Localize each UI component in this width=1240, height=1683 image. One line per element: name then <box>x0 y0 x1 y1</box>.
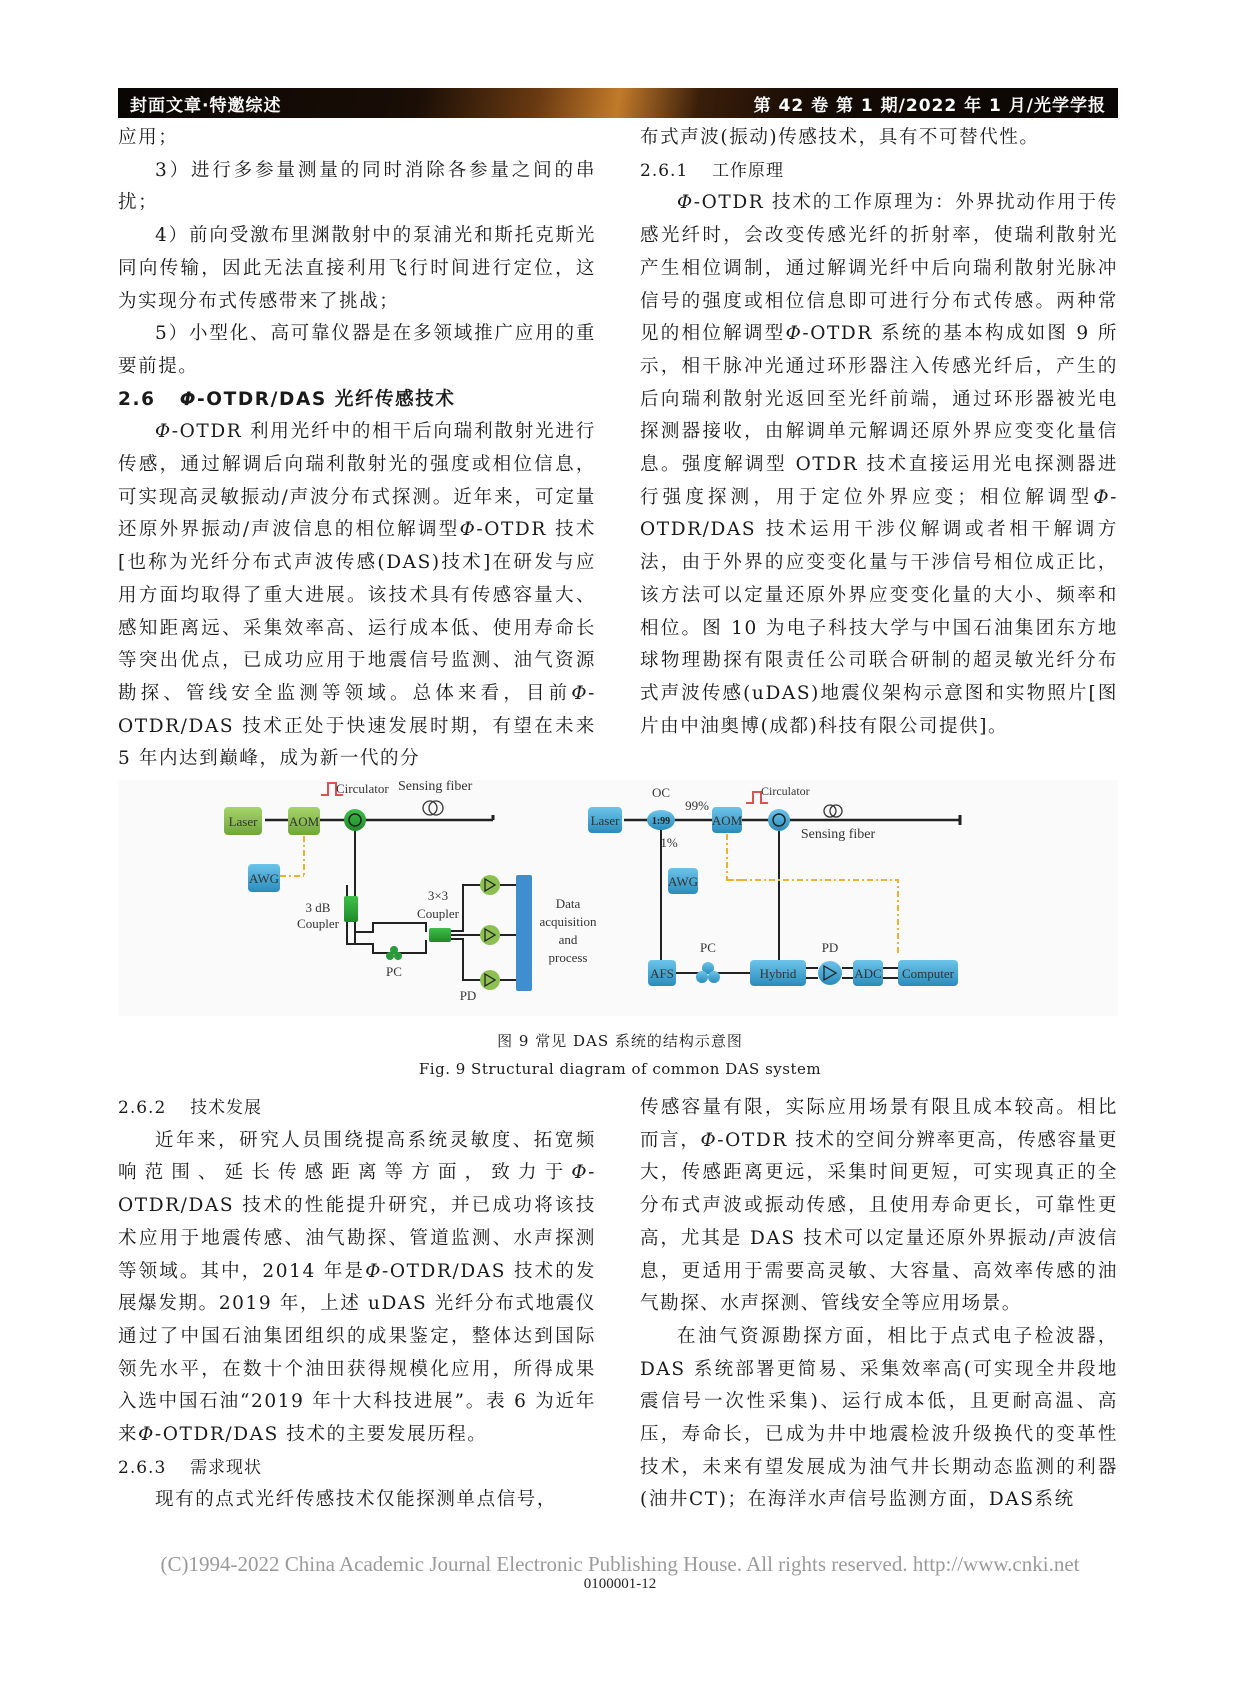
laser-block <box>588 807 622 833</box>
paragraph: 布式声波(振动)传感技术，具有不可替代性。 <box>640 127 1040 148</box>
computer-label: Computer <box>902 966 954 981</box>
laser-label: Laser <box>228 814 258 829</box>
text-run: -OTDR/DAS 技术的性能提升研究，并已成功将该技术应用于地震传感、油气勘探、管道监测、水声探测等领域。其中，2014 年是 <box>118 1162 596 1282</box>
subsection-heading-2-6-2 <box>118 1092 596 1125</box>
pd-label: PD <box>459 988 477 1003</box>
aom-label: AOM <box>288 814 320 829</box>
phi-symbol: Φ <box>179 388 198 410</box>
phi-symbol: Φ <box>459 519 477 541</box>
awg-block <box>248 864 280 892</box>
paragraph <box>118 1125 596 1452</box>
left-column-bottom <box>118 1092 596 1517</box>
figure-caption-cn: 图 9 常见 DAS 系统的结构示意图 <box>497 1032 743 1050</box>
awg-label: AWG <box>248 871 280 886</box>
aom-block <box>288 807 320 835</box>
ratio-99-label: 99% <box>685 798 709 813</box>
afs-label: AFS <box>650 966 674 981</box>
running-header <box>118 88 1118 118</box>
phi-symbol: Φ <box>365 1260 382 1282</box>
sensing-fiber-label: Sensing fiber <box>398 780 473 794</box>
awg-label: AWG <box>667 874 699 889</box>
phi-symbol: Φ <box>571 682 589 704</box>
sensing-fiber-label: Sensing fiber <box>800 827 876 842</box>
text-run: -OTDR 技术[也称为光纤分布式声波传感(DAS)技术]在研发与应用方面均取得了重大进展。该技术具有传感容量大、感知距离远、采集效率高、运行成本低、使用寿命长等突出优点，已成功应用于地震信号监测、油气资源勘探、管线安全监测等领域。总体来看，目前 <box>118 519 597 704</box>
oc-ratio-label: 1:99 <box>651 816 671 827</box>
3x3-coupler-label-line1: 3×3 <box>427 888 449 903</box>
paragraph: 应用； <box>118 127 179 148</box>
text-run: -OTDR 利用光纤中的相干后向瑞利散射光进行传感，通过解调后向瑞利散射光的强度或相位信息，可实现高灵敏振动/声波分布式探测。近年来，可定量还原外界振动/声波信息的相位解调型 <box>118 421 596 541</box>
hybrid-label: Hybrid <box>759 966 797 981</box>
text-run: -OTDR 技术的空间分辨率更高，传感容量更大，传感距离更远，采集时间更短，可实现真正的全分布式声波或振动传感，且使用寿命更长，可靠性更高，尤其是 DAS 技术可以定量还原外界振动/声波信息，更适用于需要高灵敏、大容量、高效率传感的油气勘探、水声探测、管线安全等应用场景。 <box>640 1129 1118 1315</box>
text-run: -OTDR 技术的工作原理为：外界扰动作用于传感光纤时，会改变传感光纤的折射率，使瑞利散射光产生相位调制，通过解调光纤中后向瑞利散射光脉冲信号的强度或相位信息即可进行分布式传感。两种常见的相位解调型 <box>640 192 1118 345</box>
subsection-number: 2.6.3 <box>118 1457 167 1478</box>
pd-label: PD <box>821 940 839 955</box>
laser-label: Laser <box>590 813 620 828</box>
text-run: -OTDR/DAS 技术正处于快速发展时期，有望在未来 5 年内达到巅峰，成为新一代的分 <box>118 682 596 770</box>
3x3-coupler-label-line2: Coupler <box>417 906 459 921</box>
hybrid-block <box>750 960 806 986</box>
header-section-label: 封面文章·特邀综述 <box>130 95 282 116</box>
header-journal-info: 第 42 卷 第 1 期/2022 年 1 月/光学学报 <box>753 95 1106 116</box>
right-das-system <box>588 784 960 986</box>
phi-symbol: Φ <box>700 1129 718 1151</box>
aom-label: AOM <box>711 813 743 828</box>
daq-label-line1: Data <box>555 896 581 911</box>
fiber-coil-icon <box>423 801 443 815</box>
optical-coupler-icon <box>647 810 675 830</box>
circulator-icon <box>344 809 366 831</box>
adc-block <box>853 960 883 986</box>
subsection-heading-2-6-3 <box>118 1452 596 1485</box>
text-run: -OTDR/DAS 技术的发展爆发期。2019 年，上述 uDAS 光纤分布式地震仪通过了中国石油集团组织的成果鉴定，整体达到国际领先水平，在数十个油田获得规模化应用，所得成果入选中国石油“2019 年十大科技进展”。表 6 为近年来 <box>118 1260 596 1446</box>
laser-block <box>224 807 262 835</box>
paragraph <box>640 187 1118 743</box>
subsection-heading-2-6-1 <box>640 155 1118 188</box>
figure-caption-en: Fig. 9 Structural diagram of common DAS system <box>418 1060 822 1078</box>
paragraph: 在油气资源勘探方面，相比于点式电子检波器，DAS 系统部署更简易、采集效率高(可实现全井段地震信号一次性采集)、运行成本低，且更耐高温、高压，寿命长，已成为井中地震检波升级换代的变革性技术，未来有望发展成为油气井长期动态监测的利器(油井CT)；在海洋水声信号监测方面，DAS系统 <box>640 1325 1118 1511</box>
subsection-number: 2.6.2 <box>118 1098 167 1118</box>
text-run: -OTDR 系统的基本构成如图 9 所示，相干脉冲光通过环形器注入传感光纤后，产生的后向瑞利散射光返回至光纤前端，通过环形器被光电探测器接收，由解调单元解调还原外界应变变化量信息。强度解调型 OTDR 技术直接运用光电探测器进行强度探测，用于定位外界应变；相位解调型 <box>640 323 1118 508</box>
right-column-bottom <box>640 1092 1118 1517</box>
subsection-title: 工作原理 <box>712 160 785 181</box>
paragraph: 现有的点式光纤传感技术仅能探测单点信号， <box>155 1489 558 1511</box>
left-column-top <box>118 122 596 776</box>
text-run: -OTDR/DAS 技术运用干涉仪解调或者相干解调方法，由于外界的应变变化量与干涉信号相位成正比，该方法可以定量还原外界应变变化量的大小、频率和相位。图 10 为电子科技大学与中国石油集团东方地球物理勘探有限责任公司联合研制的超灵敏光纤分布式声波传感(uDAS)地震仪架构示意图和实物照片[图片由中油奥博(成都)科技有限公司提供]。 <box>640 486 1118 737</box>
3db-coupler-label-line2: Coupler <box>297 916 339 931</box>
ratio-1-label: 1% <box>660 835 678 850</box>
3db-coupler-block <box>344 896 358 922</box>
daq-label-line4: process <box>548 950 588 965</box>
oc-label: OC <box>651 785 671 800</box>
3db-coupler-label-line1: 3 dB <box>305 900 331 915</box>
pc-icon <box>696 962 720 983</box>
computer-block <box>898 960 958 986</box>
phi-symbol: Φ <box>155 421 172 443</box>
phi-symbol: Φ <box>138 1424 155 1446</box>
phi-symbol: Φ <box>571 1162 589 1184</box>
photodetector-icons <box>480 875 500 990</box>
phi-symbol: Φ <box>785 323 803 345</box>
daq-label-line3: and <box>558 932 578 947</box>
daq-label-line2: acquisition <box>539 914 597 929</box>
aom-block <box>712 807 743 833</box>
adc-label: ADC <box>854 966 882 981</box>
right-column-top <box>640 122 1118 743</box>
awg-block <box>668 868 698 894</box>
text-run: 近年来，研究人员围绕提高系统灵敏度、拓宽频响范围、延长传感距离等方面，致力于 <box>118 1129 596 1184</box>
circulator-label: Circulator <box>761 784 810 798</box>
paragraph <box>640 1092 1118 1321</box>
paragraph <box>118 416 596 776</box>
list-item-3: 3）进行多参量测量的同时消除各参量之间的串扰； <box>118 159 596 214</box>
copyright-footer: (C)1994-2022 China Academic Journal Electronic Publishing House. All rights reserved. http://www.cnki.net <box>160 1552 1080 1576</box>
subsection-title: 技术发展 <box>190 1098 263 1118</box>
3x3-coupler-block <box>429 928 451 942</box>
circulator-label: Circulator <box>336 781 389 796</box>
section-number: 2.6 <box>118 388 156 410</box>
subsection-title: 需求现状 <box>190 1457 263 1478</box>
photodetector-icon <box>818 961 842 985</box>
left-das-system <box>224 780 597 1003</box>
list-item-5: 5）小型化、高可靠仪器是在多领域推广应用的重要前提。 <box>118 323 596 377</box>
phi-symbol: Φ <box>1093 486 1111 508</box>
pc-label: PC <box>386 964 402 979</box>
daq-bar <box>516 875 532 991</box>
page-number: 0100001-12 <box>583 1576 657 1592</box>
das-diagram-svg <box>118 780 1118 1016</box>
pc-icon <box>386 946 402 960</box>
pc-label: PC <box>700 940 716 955</box>
text-run: 传感容量有限，实际应用场景有限且成本较高。相比而言， <box>640 1097 1118 1151</box>
fiber-coil-icon <box>824 805 842 817</box>
list-item-4: 4）前向受激布里渊散射中的泵浦光和斯托克斯光同向传输，因此无法直接利用飞行时间进行定位，这为实现分布式传感带来了挑战； <box>118 225 596 312</box>
afs-block <box>648 960 676 986</box>
circulator-icon <box>768 809 790 831</box>
subsection-number: 2.6.1 <box>640 160 689 181</box>
text-run: -OTDR/DAS 技术的主要发展历程。 <box>154 1424 488 1446</box>
figure-9-das-diagram <box>118 780 1118 1016</box>
section-title: -OTDR/DAS 光纤传感技术 <box>197 388 456 410</box>
section-heading-2-6 <box>118 384 596 417</box>
phi-symbol: Φ <box>677 192 694 214</box>
